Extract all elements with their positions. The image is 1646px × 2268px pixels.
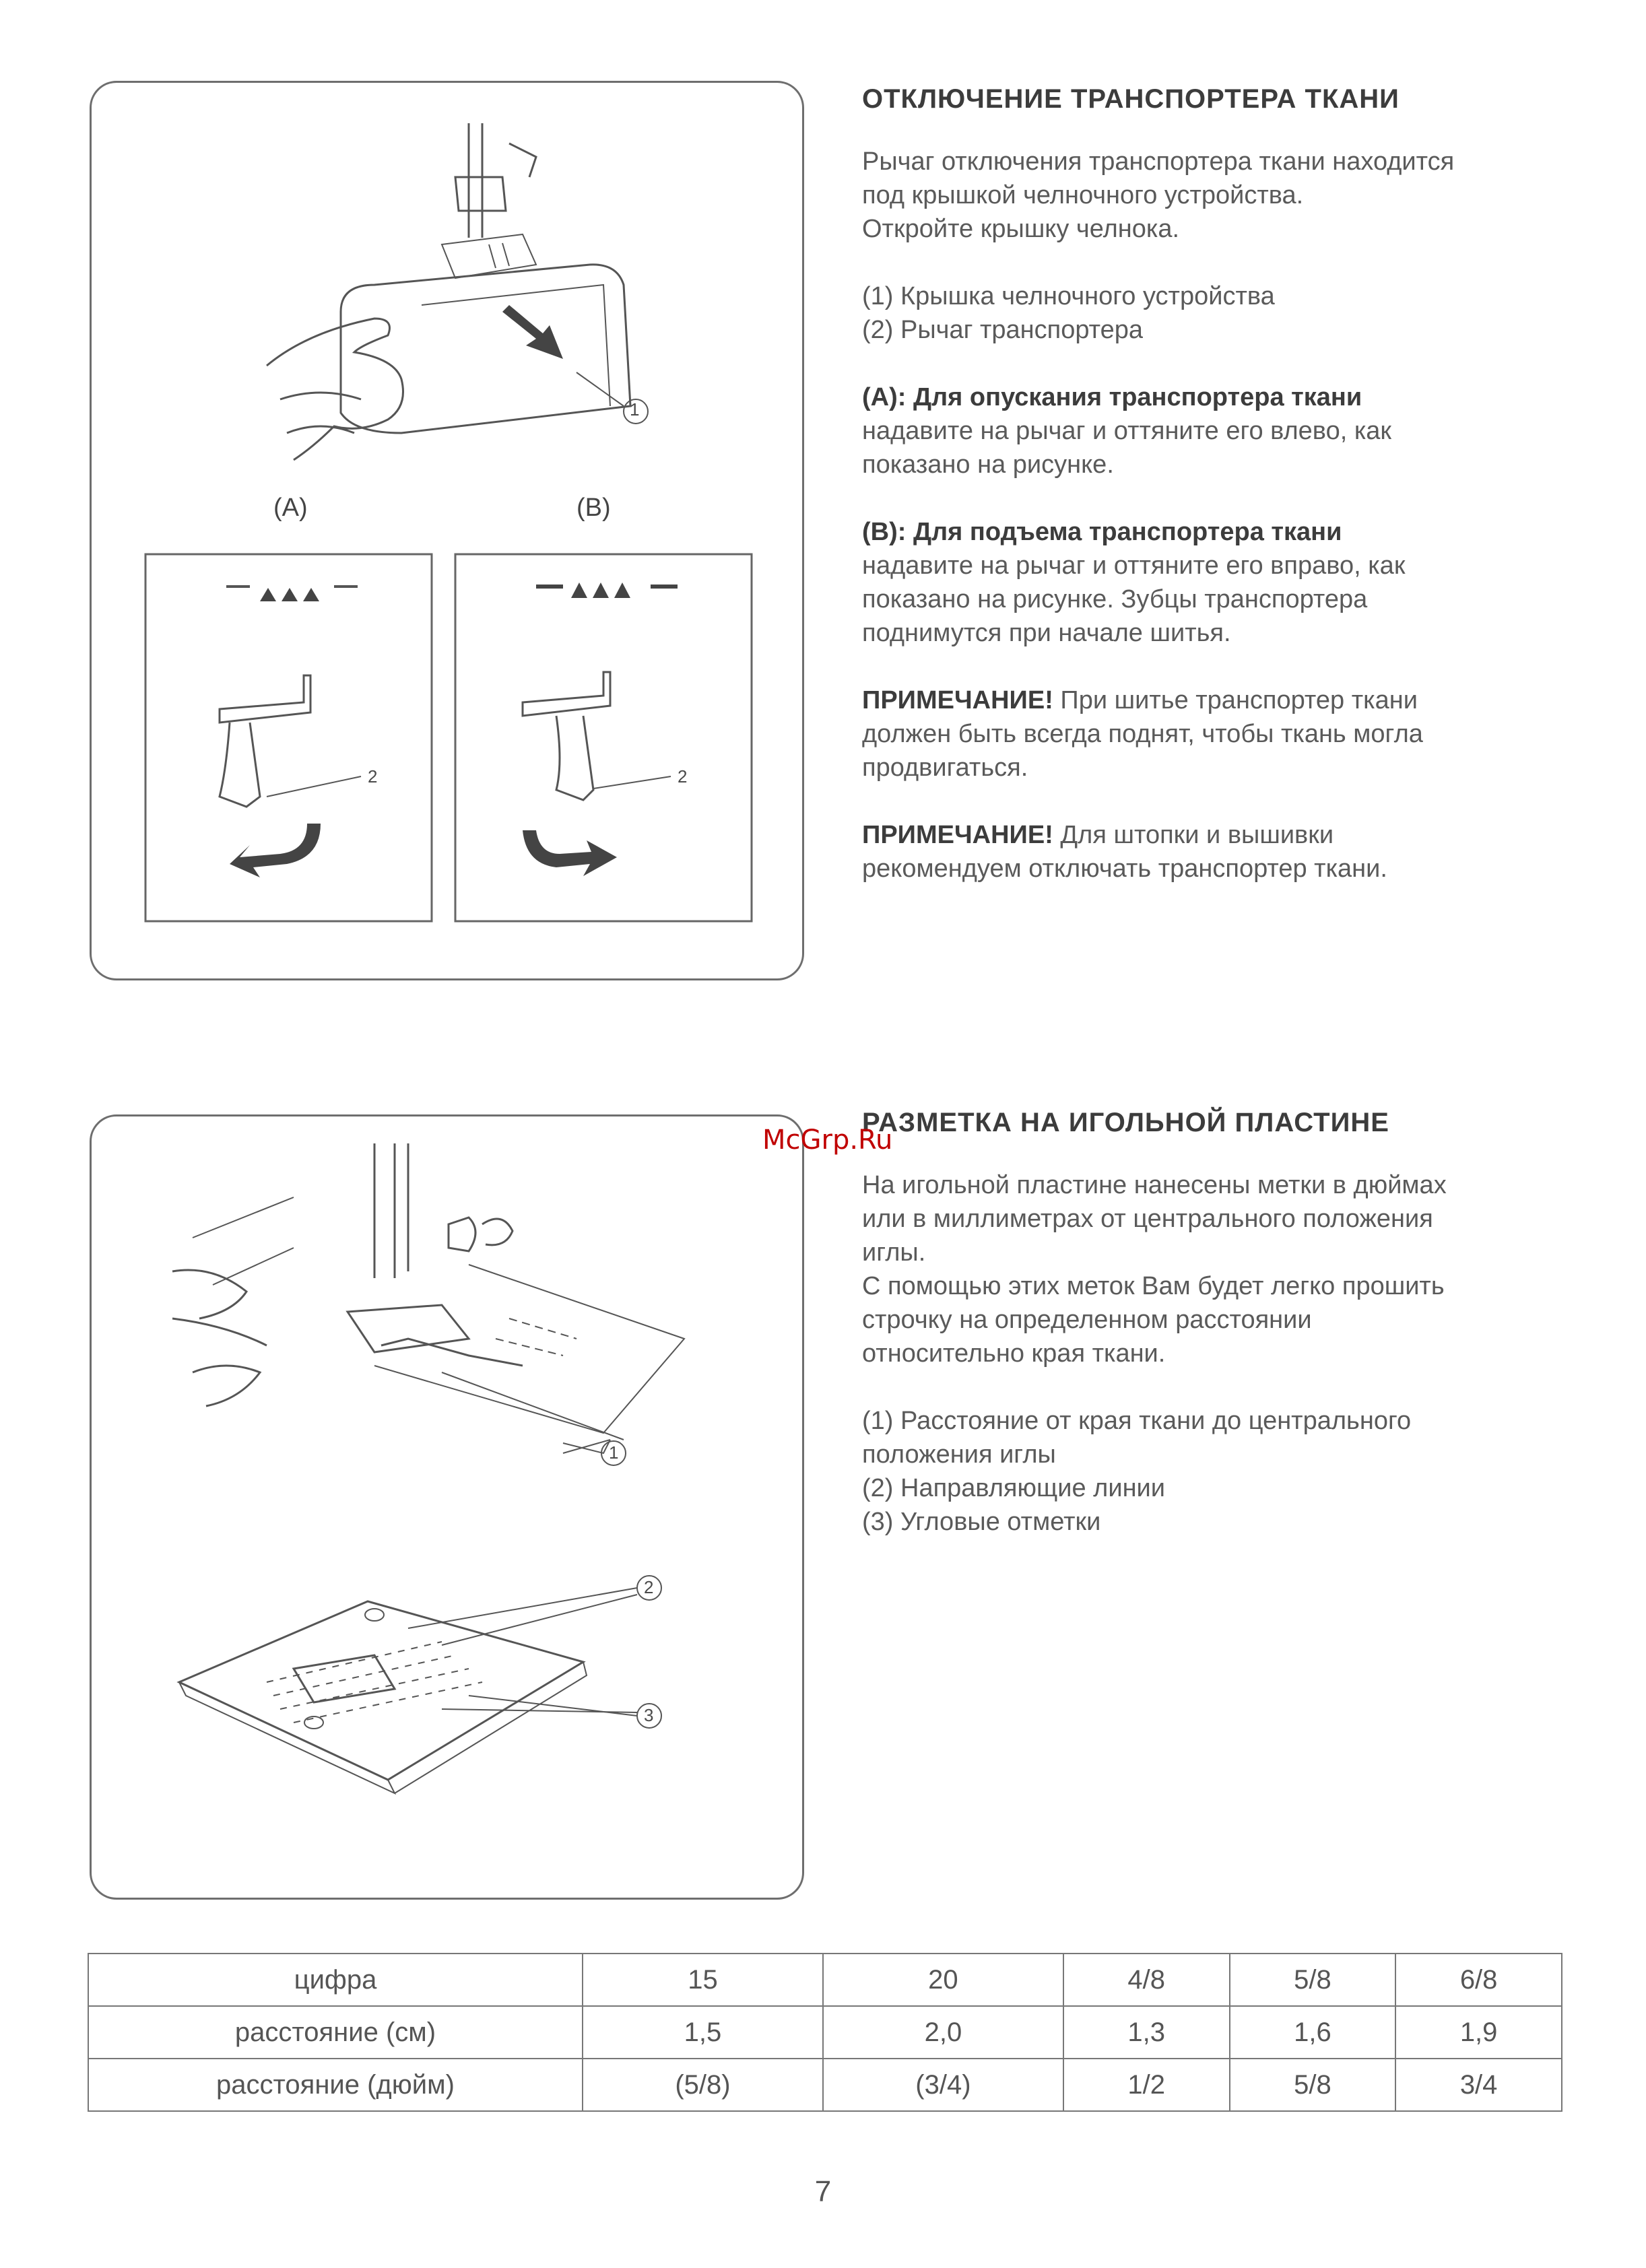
feed-dog-illustration (92, 83, 802, 978)
table-cell: (3/4) (823, 2059, 1063, 2111)
callout-label-1: 1 (630, 399, 640, 420)
plate-legend-1b: положения иглы (862, 1440, 1056, 1469)
callout-label-2a: 2 (368, 766, 378, 787)
note-1-line-3: продвигаться. (862, 754, 1028, 782)
section-title-needle-plate: РАЗМЕТКА НА ИГОЛЬНОЙ ПЛАСТИНЕ (862, 1108, 1389, 1137)
table-row (88, 2059, 1562, 2111)
callout-label-2-plate: 2 (644, 1577, 654, 1597)
instruction-a-line-2: показано на рисунке. (862, 451, 1114, 479)
table-cell: 4/8 (1063, 1954, 1230, 2006)
plate-line-2: или в миллиметрах от центрального положения (862, 1205, 1433, 1233)
instruction-b-title: (В): Для подъема транспортера ткани (862, 518, 1342, 546)
page-number: 7 (814, 2175, 832, 2208)
plate-legend-3: (3) Угловые отметки (862, 1508, 1101, 1536)
section-feed-dog-text (862, 84, 1576, 886)
legend-item-2: (2) Рычаг транспортера (862, 316, 1144, 344)
instruction-a-line-1: надавите на рычаг и оттяните его влево, как (862, 417, 1392, 445)
table-cell: 1/2 (1063, 2059, 1230, 2111)
table-cell-label: расстояние (дюйм) (88, 2059, 583, 2111)
section-needle-plate-text (862, 1108, 1576, 1539)
inset-box-a (145, 554, 432, 921)
table-cell-label: расстояние (см) (88, 2006, 583, 2059)
figure-frame-needle-plate (90, 1114, 804, 1900)
table-cell: 2,0 (823, 2006, 1063, 2059)
callout-label-3-plate: 3 (644, 1705, 654, 1725)
note-2-label: ПРИМЕЧАНИЕ! (862, 821, 1053, 849)
table-cell: 15 (583, 1954, 823, 2006)
plate-line-1: На игольной пластине нанесены метки в дюймах (862, 1171, 1447, 1199)
distance-table (88, 1953, 1562, 2112)
instruction-b-line-3: поднимутся при начале шитья. (862, 619, 1231, 647)
inset-box-b (455, 554, 752, 921)
instruction-b-line-2: показано на рисунке. Зубцы транспортера (862, 585, 1368, 613)
plate-line-4: С помощью этих меток Вам будет легко прошить (862, 1272, 1445, 1300)
instruction-b-line-1: надавите на рычаг и оттяните его вправо, как (862, 552, 1406, 580)
plate-line-3: иглы. (862, 1238, 926, 1267)
table-cell: 20 (823, 1954, 1063, 2006)
note-2-line-1: Для штопки и вышивки (1053, 821, 1334, 849)
plate-legend-2: (2) Направляющие линии (862, 1474, 1166, 1502)
callout-label-1-plate: 1 (609, 1442, 619, 1463)
note-1-label: ПРИМЕЧАНИЕ! (862, 686, 1053, 714)
instruction-a-title: (А): Для опускания транспортера ткани (862, 383, 1362, 411)
note-1-line-2: должен быть всегда поднят, чтобы ткань могла (862, 720, 1423, 748)
note-1-line-1: При шитье транспортер ткани (1053, 686, 1418, 714)
table-row (88, 1954, 1562, 2006)
table-cell: 1,6 (1230, 2006, 1396, 2059)
figure-frame-feed-dog (90, 81, 804, 980)
table-cell: 6/8 (1395, 1954, 1562, 2006)
plate-line-5: строчку на определенном расстоянии (862, 1306, 1312, 1334)
intro-line-2: под крышкой челночного устройства. (862, 181, 1304, 209)
callout-label-2b: 2 (678, 766, 688, 787)
intro-line-1: Рычаг отключения транспортера ткани находится (862, 147, 1455, 176)
table-cell: (5/8) (583, 2059, 823, 2111)
table-cell: 5/8 (1230, 2059, 1396, 2111)
plate-line-6: относительно края ткани. (862, 1339, 1166, 1368)
watermark[interactable]: McGrp.Ru (762, 1125, 893, 1156)
table-cell: 1,9 (1395, 2006, 1562, 2059)
section-title-feed-dog: ОТКЛЮЧЕНИЕ ТРАНСПОРТЕРА ТКАНИ (862, 84, 1400, 114)
figure-label-b: (В) (577, 494, 611, 522)
plate-legend-1a: (1) Расстояние от края ткани до центрального (862, 1407, 1412, 1435)
table-cell: 1,3 (1063, 2006, 1230, 2059)
figure-label-a: (А) (273, 494, 308, 522)
table-cell: 3/4 (1395, 2059, 1562, 2111)
note-2-line-2: рекомендуем отключать транспортер ткани. (862, 855, 1387, 883)
intro-line-3: Откройте крышку челнока. (862, 215, 1180, 243)
table-row (88, 2006, 1562, 2059)
table-cell: 5/8 (1230, 1954, 1396, 2006)
legend-item-1: (1) Крышка челночного устройства (862, 282, 1275, 310)
needle-plate-illustration (92, 1116, 802, 1898)
table-cell-label: цифра (88, 1954, 583, 2006)
table-cell: 1,5 (583, 2006, 823, 2059)
